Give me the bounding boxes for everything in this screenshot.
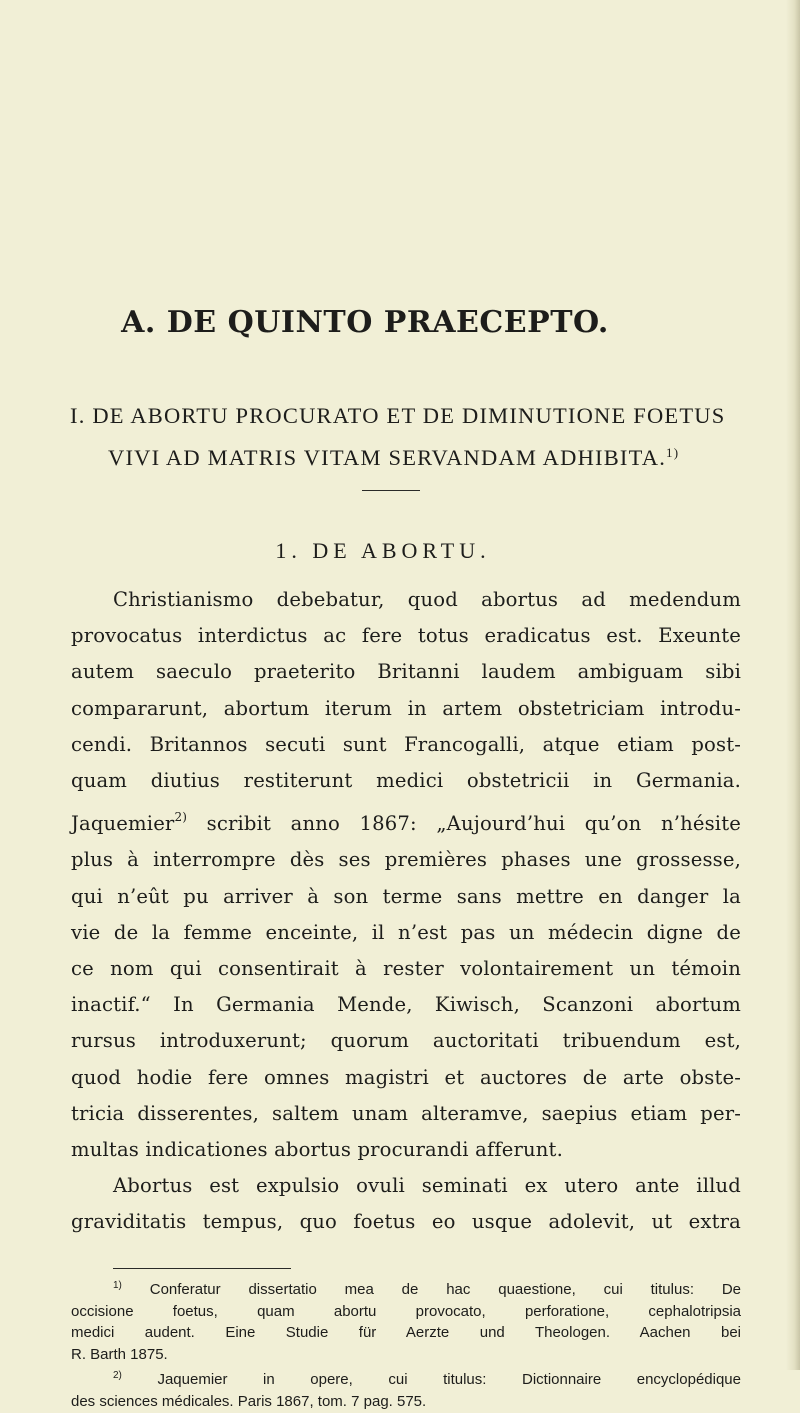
footnote-divider	[113, 1268, 291, 1269]
body-line-text: scribit anno 1867: „Aujourd’hui qu’on n’hésite	[206, 812, 741, 836]
body-line: graviditatis tempus, quo foetus eo usque adolevit, ut extra	[71, 1210, 741, 1234]
footnote-2-line: des sciences médicales. Paris 1867, tom. 7 pag. 575.	[71, 1392, 427, 1410]
body-line: provocatus interdictus ac fere totus eradicatus est. Exeunte	[71, 624, 741, 648]
body-line: autem saeculo praeterito Britanni laudem ambiguam sibi	[71, 660, 741, 684]
page-edge-shadow	[786, 0, 800, 1370]
subheading: 1. DE ABORTU.	[275, 538, 491, 563]
body-line: multas indicationes abortus procurandi afferunt.	[71, 1138, 563, 1162]
body-line: quam diutius restiterunt medici obstetricii in Germania.	[71, 769, 741, 793]
body-line: compararunt, abortum iterum in artem obstetriciam introdu-	[71, 696, 741, 720]
body-line: plus à interrompre dès ses premières phases une grossesse,	[71, 848, 741, 872]
footnote-2-text: Jaquemier in opere, cui titulus: Dictionnaire encyclopédique	[157, 1371, 741, 1389]
section-title-line-2	[70, 434, 740, 476]
section-title	[70, 397, 740, 476]
footnote-1-marker: 1)	[113, 1280, 122, 1291]
footnote-ref-1: 1)	[666, 445, 680, 460]
author-name: Jaquemier	[71, 812, 175, 836]
body-line: rursus introduxerunt; quorum auctoritati tribuendum est,	[71, 1029, 741, 1053]
body-text	[71, 582, 741, 1241]
footnote-1-text: Conferatur dissertatio mea de hac quaestione, cui titulus: De	[149, 1281, 741, 1298]
body-line: qui n’eût pu arriver à son terme sans mettre en danger la	[71, 884, 741, 908]
footnote-1-line: R. Barth 1875.	[71, 1345, 168, 1363]
body-line: vie de la femme enceinte, il n’est pas un médecin digne de	[71, 920, 741, 944]
body-line: Abortus est expulsio ovuli seminati ex utero ante illud	[113, 1174, 741, 1198]
body-line: ce nom qui consentirait à rester volontairement un témoin	[71, 957, 741, 981]
footnotes	[71, 1275, 741, 1413]
footnote-1-line: medici audent. Eine Studie für Aerzte und Theologen. Aachen bei	[71, 1324, 741, 1342]
body-line: Christianismo debebatur, quod abortus ad medendum	[113, 588, 741, 611]
title-divider	[362, 490, 420, 491]
chapter-title: A. DE QUINTO PRAECEPTO.	[121, 305, 609, 340]
section-title-line-1: I. DE ABORTU PROCURATO ET DE DIMINUTIONE FOETUS	[70, 403, 726, 428]
body-line	[71, 799, 741, 842]
footnote-2-line	[71, 1365, 741, 1391]
footnote-2-marker: 2)	[113, 1370, 122, 1382]
body-line: cendi. Britannos secuti sunt Francogalli, atque etiam post-	[71, 732, 741, 756]
body-line: inactif.“ In Germania Mende, Kiwisch, Scanzoni abortum	[71, 993, 741, 1017]
footnote-ref-2: 2)	[174, 810, 188, 825]
footnote-1-line	[71, 1275, 741, 1301]
section-title-line-2-text: VIVI AD MATRIS VITAM SERVANDAM ADHIBITA.	[108, 445, 667, 470]
body-line: quod hodie fere omnes magistri et auctores de arte obste-	[71, 1065, 741, 1089]
body-line: tricia disserentes, saltem unam alteramve, saepius etiam per-	[71, 1101, 741, 1125]
footnote-1-line: occisione foetus, quam abortu provocato, perforatione, cephalotripsia	[71, 1302, 741, 1320]
